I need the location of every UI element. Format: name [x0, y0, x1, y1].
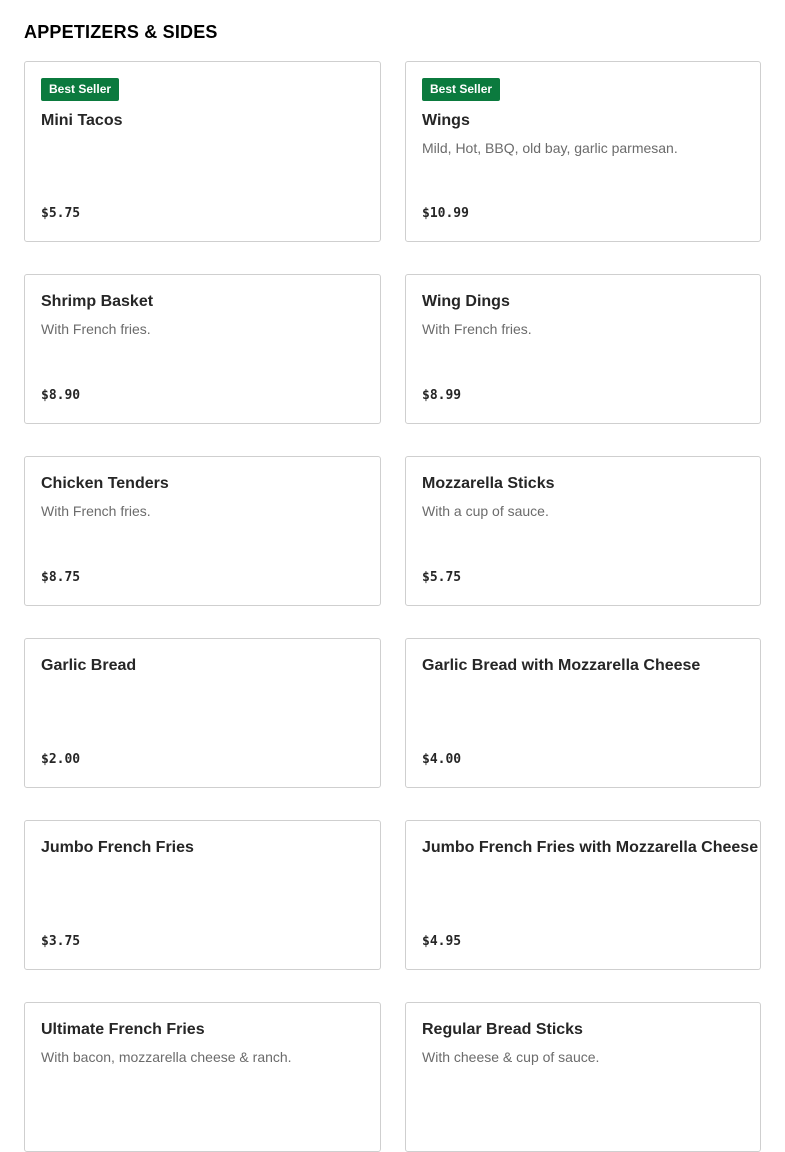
item-name: Jumbo French Fries: [41, 839, 194, 856]
menu-item-card[interactable]: [405, 820, 761, 970]
menu-item-card[interactable]: [405, 1002, 761, 1152]
item-name: Jumbo French Fries with Mozzarella Cheese: [422, 839, 759, 856]
menu-item-card[interactable]: [24, 820, 381, 970]
item-description: With French fries.: [422, 321, 532, 337]
best-seller-badge: Best Seller: [41, 78, 119, 101]
item-description: With French fries.: [41, 503, 151, 519]
item-name: Mozzarella Sticks: [422, 475, 555, 492]
item-name: Garlic Bread: [41, 657, 137, 674]
item-price: $8.75: [41, 570, 81, 585]
item-price: $10.99: [422, 206, 469, 221]
item-name: Wing Dings: [422, 293, 510, 310]
item-name: Wings: [422, 112, 470, 129]
menu-item-card[interactable]: [405, 638, 761, 788]
item-name: Shrimp Basket: [41, 293, 154, 310]
menu-item-card[interactable]: [405, 456, 761, 606]
menu-item-grid: [24, 61, 761, 1152]
menu-item-card[interactable]: [24, 456, 381, 606]
item-price: $5.75: [422, 570, 462, 585]
item-name: Ultimate French Fries: [41, 1021, 205, 1038]
item-name: Regular Bread Sticks: [422, 1021, 583, 1038]
menu-item-card[interactable]: [24, 61, 381, 242]
item-price: $3.75: [41, 934, 81, 949]
item-name: Chicken Tenders: [41, 475, 169, 492]
item-description: Mild, Hot, BBQ, old bay, garlic parmesan.: [422, 140, 678, 156]
item-description: With cheese & cup of sauce.: [422, 1049, 600, 1065]
menu-item-card[interactable]: [24, 638, 381, 788]
item-price: $4.00: [422, 752, 462, 767]
item-price: $4.95: [422, 934, 462, 949]
menu-item-card[interactable]: [24, 274, 381, 424]
menu-item-card[interactable]: [405, 61, 761, 242]
menu-item-card[interactable]: [24, 1002, 381, 1152]
item-price: $8.90: [41, 388, 81, 403]
item-description: With French fries.: [41, 321, 151, 337]
item-description: With bacon, mozzarella cheese & ranch.: [41, 1049, 292, 1065]
best-seller-badge: Best Seller: [422, 78, 500, 101]
menu-item-card[interactable]: [405, 274, 761, 424]
section-title: APPETIZERS & SIDES: [24, 22, 218, 42]
item-price: $8.99: [422, 388, 462, 403]
item-name: Garlic Bread with Mozzarella Cheese: [422, 657, 701, 674]
item-description: With a cup of sauce.: [422, 503, 549, 519]
item-price: $2.00: [41, 752, 81, 767]
item-name: Mini Tacos: [41, 112, 123, 129]
item-price: $5.75: [41, 206, 81, 221]
